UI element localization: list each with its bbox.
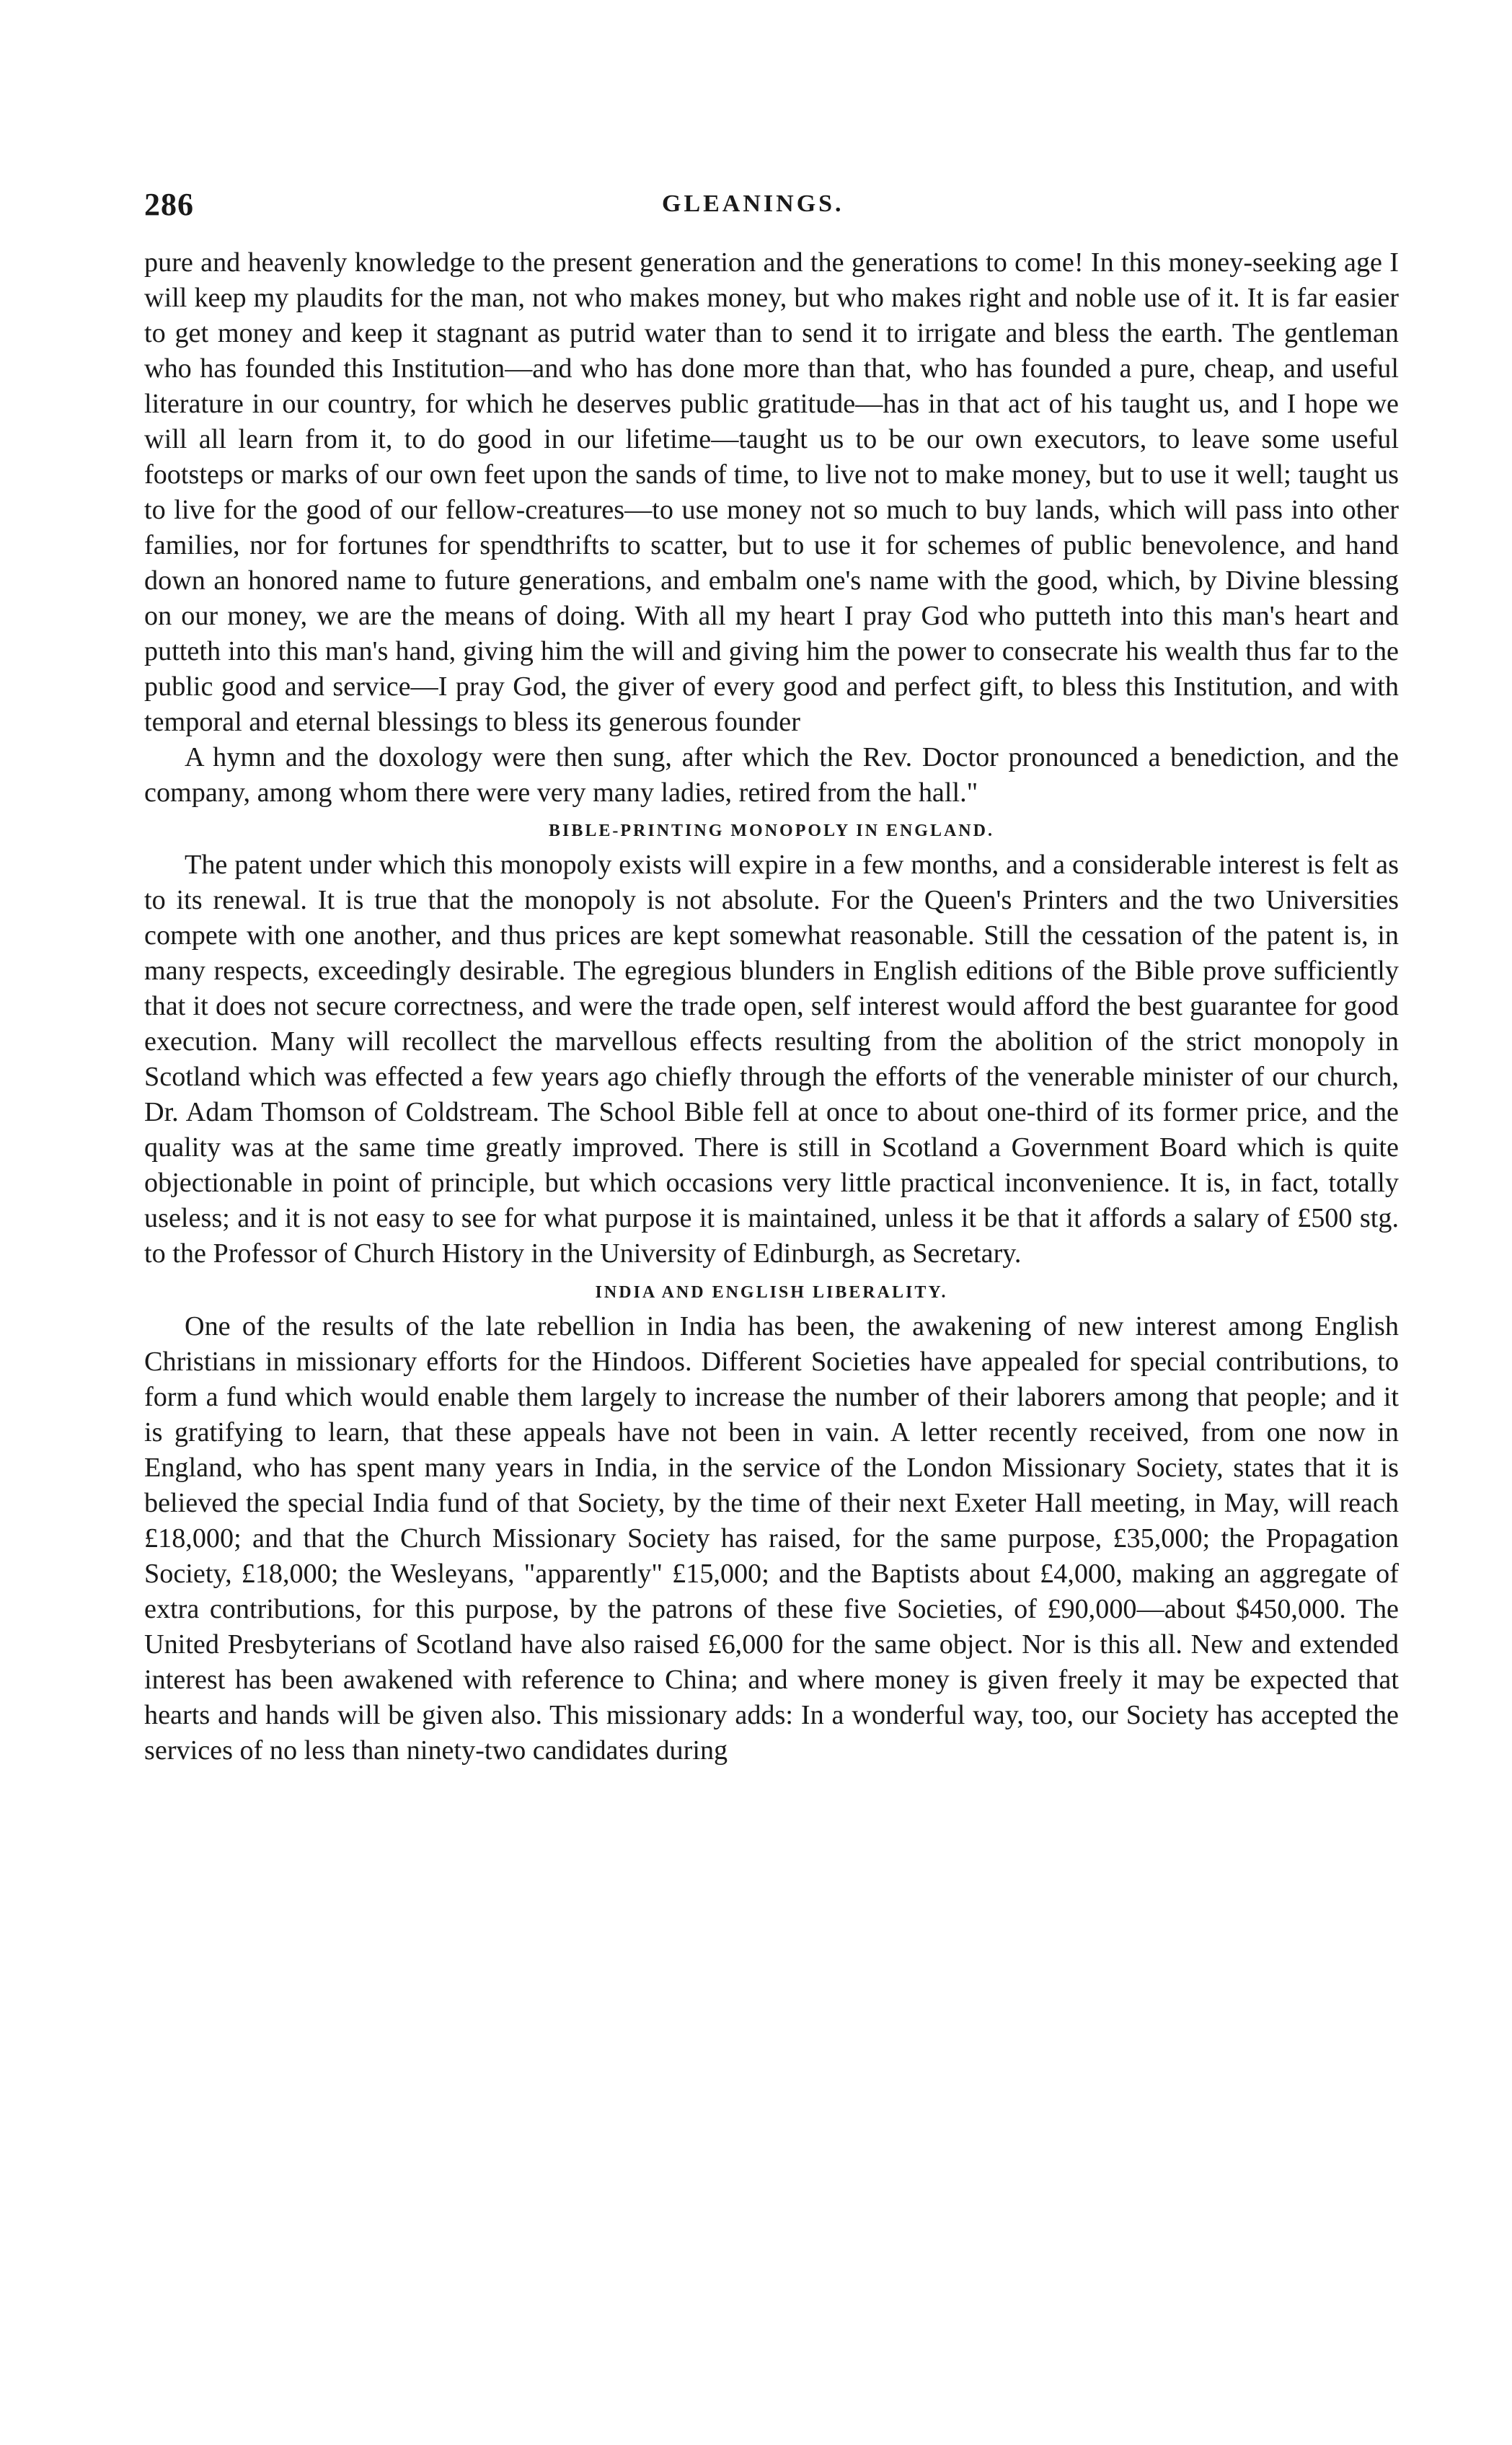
section-heading-bible-printing: BIBLE-PRINTING MONOPOLY IN ENGLAND. bbox=[549, 821, 994, 840]
paragraph-bible-monopoly: The patent under which this monopoly exists will expire in a few months, and a considerable interest is felt as to its renewal. It is true that the monopoly is not absolute. For the Queen's Printers and the two Universities compete with one another, and thus prices are kept somewhat reasonable. Still the cessation of the patent is, in many respects, exceedingly desirable. The egregious blunders in English editions of the Bible prove sufficiently that it does not secure correctness, and were the trade open, self interest would afford the best guarantee for good execution. Many will recollect the marvellous effects resulting from the abolition of the strict monopoly in Scotland which was effected a few years ago chiefly through the efforts of the venerable minister of our church, Dr. Adam Thomson of Coldstream. The School Bible fell at once to about one-third of its former price, and the quality was at the same time greatly improved. There is still in Scotland a Government Board which is quite objectionable in point of principle, but which occasions very little practical inconvenience. It is, in fact, totally useless; and it is not easy to see for what purpose it is maintained, unless it be that it affords a salary of £500 stg. to the Professor of Church History in the University of Edinburgh, as Secretary. bbox=[144, 850, 1399, 1269]
body-text bbox=[144, 245, 1399, 1768]
paragraph-speech-continued: pure and heavenly knowledge to the present generation and the generations to come! In this money-seeking age I will keep my plaudits for the man, not who makes money, but who makes right and noble use of it. It is far easier to get money and keep it stagnant as putrid water than to send it to irrigate and bless the earth. The gentleman who has founded this Institution—and who has done more than that, who has founded a pure, cheap, and useful literature in our country, for which he deserves public gratitude—has in that act of his taught us, and I hope we will all learn from it, to do good in our lifetime—taught us to be our own executors, to leave some useful footsteps or marks of our own feet upon the sands of time, to live not to make money, but to use it well; taught us to live for the good of our fellow-creatures—to use money not so much to buy lands, which will pass into other families, nor for fortunes for spendthrifts to scatter, but to use it for schemes of public benevolence, and hand down an honored name to future generations, and embalm one's name with the good, which, by Divine blessing on our money, we are the means of doing. With all my heart I pray God who putteth into this man's heart and putteth into this man's hand, giving him the will and giving him the power to consecrate his wealth thus far to the public good and service—I pray God, the giver of every good and perfect gift, to bless this Institution, and with temporal and eternal blessings to bless its generous founder bbox=[144, 247, 1399, 737]
section-heading-india-liberality: INDIA AND ENGLISH LIBERALITY. bbox=[595, 1283, 948, 1302]
paragraph-india-missions: One of the results of the late rebellion in India has been, the awakening of new interest among English Christians in missionary efforts for the Hindoos. Different Societies have appealed for special contributions, to form a fund which would enable them largely to increase the number of their laborers among that people; and it is gratifying to learn, that these appeals have not been in vain. A letter recently received, from one now in England, who has spent many years in India, in the service of the London Missionary Society, states that it is believed the special India fund of that Society, by the time of their next Exeter Hall meeting, in May, will reach £18,000; and that the Church Missionary Society has raised, for the same purpose, £35,000; the Propagation Society, £18,000; the Wesleyans, "apparently" £15,000; and the Baptists about £4,000, making an aggregate of extra contributions, for this purpose, by the patrons of these five Societies, of £90,000—about $450,000. The United Presbyterians of Scotland have also raised £6,000 for the same object. Nor is this all. New and extended interest has been awakened with reference to China; and where money is given freely it may be expected that hearts and hands will be given also. This missionary adds: In a wonderful way, too, our Society has accepted the services of no less than ninety-two candidates during bbox=[144, 1311, 1399, 1766]
running-head-title: GLEANINGS. bbox=[662, 190, 844, 217]
running-head bbox=[144, 186, 1399, 229]
page-number: 286 bbox=[144, 187, 194, 222]
paragraph-hymn-benediction: A hymn and the doxology were then sung, after which the Rev. Doctor pronounced a benediction, and the company, among whom there were very many ladies, retired from the hall." bbox=[144, 742, 1399, 808]
